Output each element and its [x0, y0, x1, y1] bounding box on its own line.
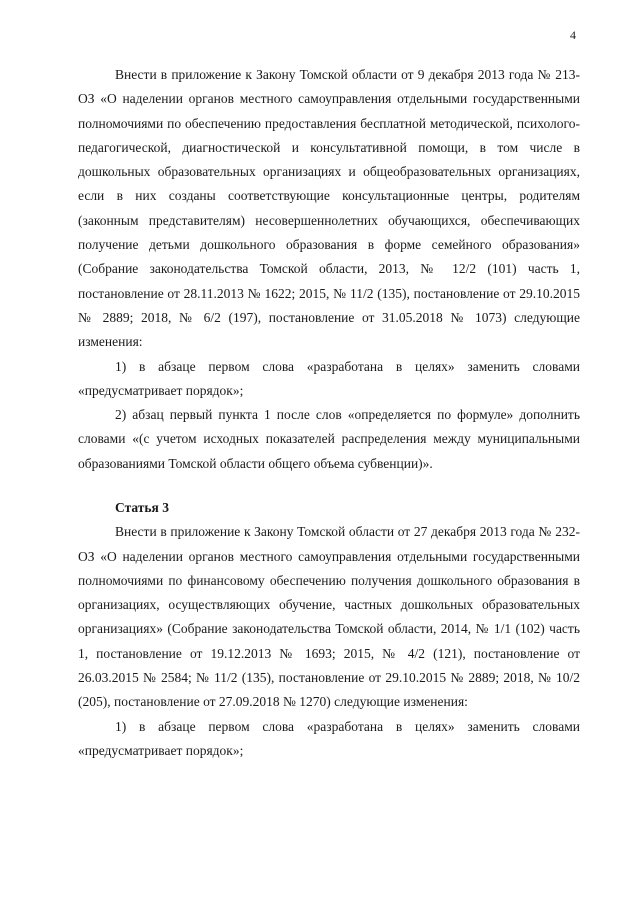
paragraph-item-1: 1) в абзаце первом слова «разработана в целях» заменить словами «предусматривает порядок»; [78, 358, 580, 398]
paragraph-item-2: 2) абзац первый пункта 1 после слов «определяется по формуле» дополнить словами «(с учетом исходных показателей распределения между муниципальными образованиями Томской области общего объема субвенции)». [78, 407, 580, 471]
page-number: 4 [570, 28, 576, 42]
paragraph-article-3-item-1: 1) в абзаце первом слова «разработана в целях» заменить словами «предусматривает порядок»; [78, 718, 580, 758]
paragraph-article-3-intro: Внести в приложение к Закону Томской области от 27 декабря 2013 года № 232-ОЗ «О наделении органов местного самоуправления отдельными государственными полномочиями по финансовому обеспечению получения дошкольного образования в организациях, осуществляющих обучение, частных дошкольных образовательных организациях» (Собрание законодательства Томской области, 2014, № 1/1 (102) часть 1, постановление от 19.12.2013 № 1693; 2015, № 4/2 (121), постановление от 26.03.2015 № 2584; № 11/2 (135), постановление от 29.10.2015 № 2889; 2018, № 10/2 (205), постановление от 27.09.2018 № 1270) следующие изменения: [78, 524, 580, 710]
amendment-section-continued [78, 63, 580, 476]
paragraph-amendment-intro: Внести в приложение к Закону Томской области от 9 декабря 2013 года № 213-ОЗ «О наделении органов местного самоуправления отдельными государственными полномочиями по обеспечению предоставления бесплатной методической, психолого-педагогической, диагностической и консультативной помощи, в том числе в дошкольных образовательных организациях и общеобразовательных организациях, если в них созданы соответствующие консультационные центры, родителям (законным представителям) несовершеннолетних обучающихся, обеспечивающих получение детьми дошкольного образования в форме семейного образования» (Собрание законодательства Томской области, 2013, № 12/2 (101) часть 1, постановление от 28.11.2013 № 1622; 2015, № 11/2 (135), постановление от 29.10.2015 № 2889; 2018, № 6/2 (197), постановление от 31.05.2018 № 1073) следующие изменения: [78, 67, 580, 350]
article-3-section [78, 496, 580, 763]
article-3-heading: Статья 3 [115, 500, 169, 515]
